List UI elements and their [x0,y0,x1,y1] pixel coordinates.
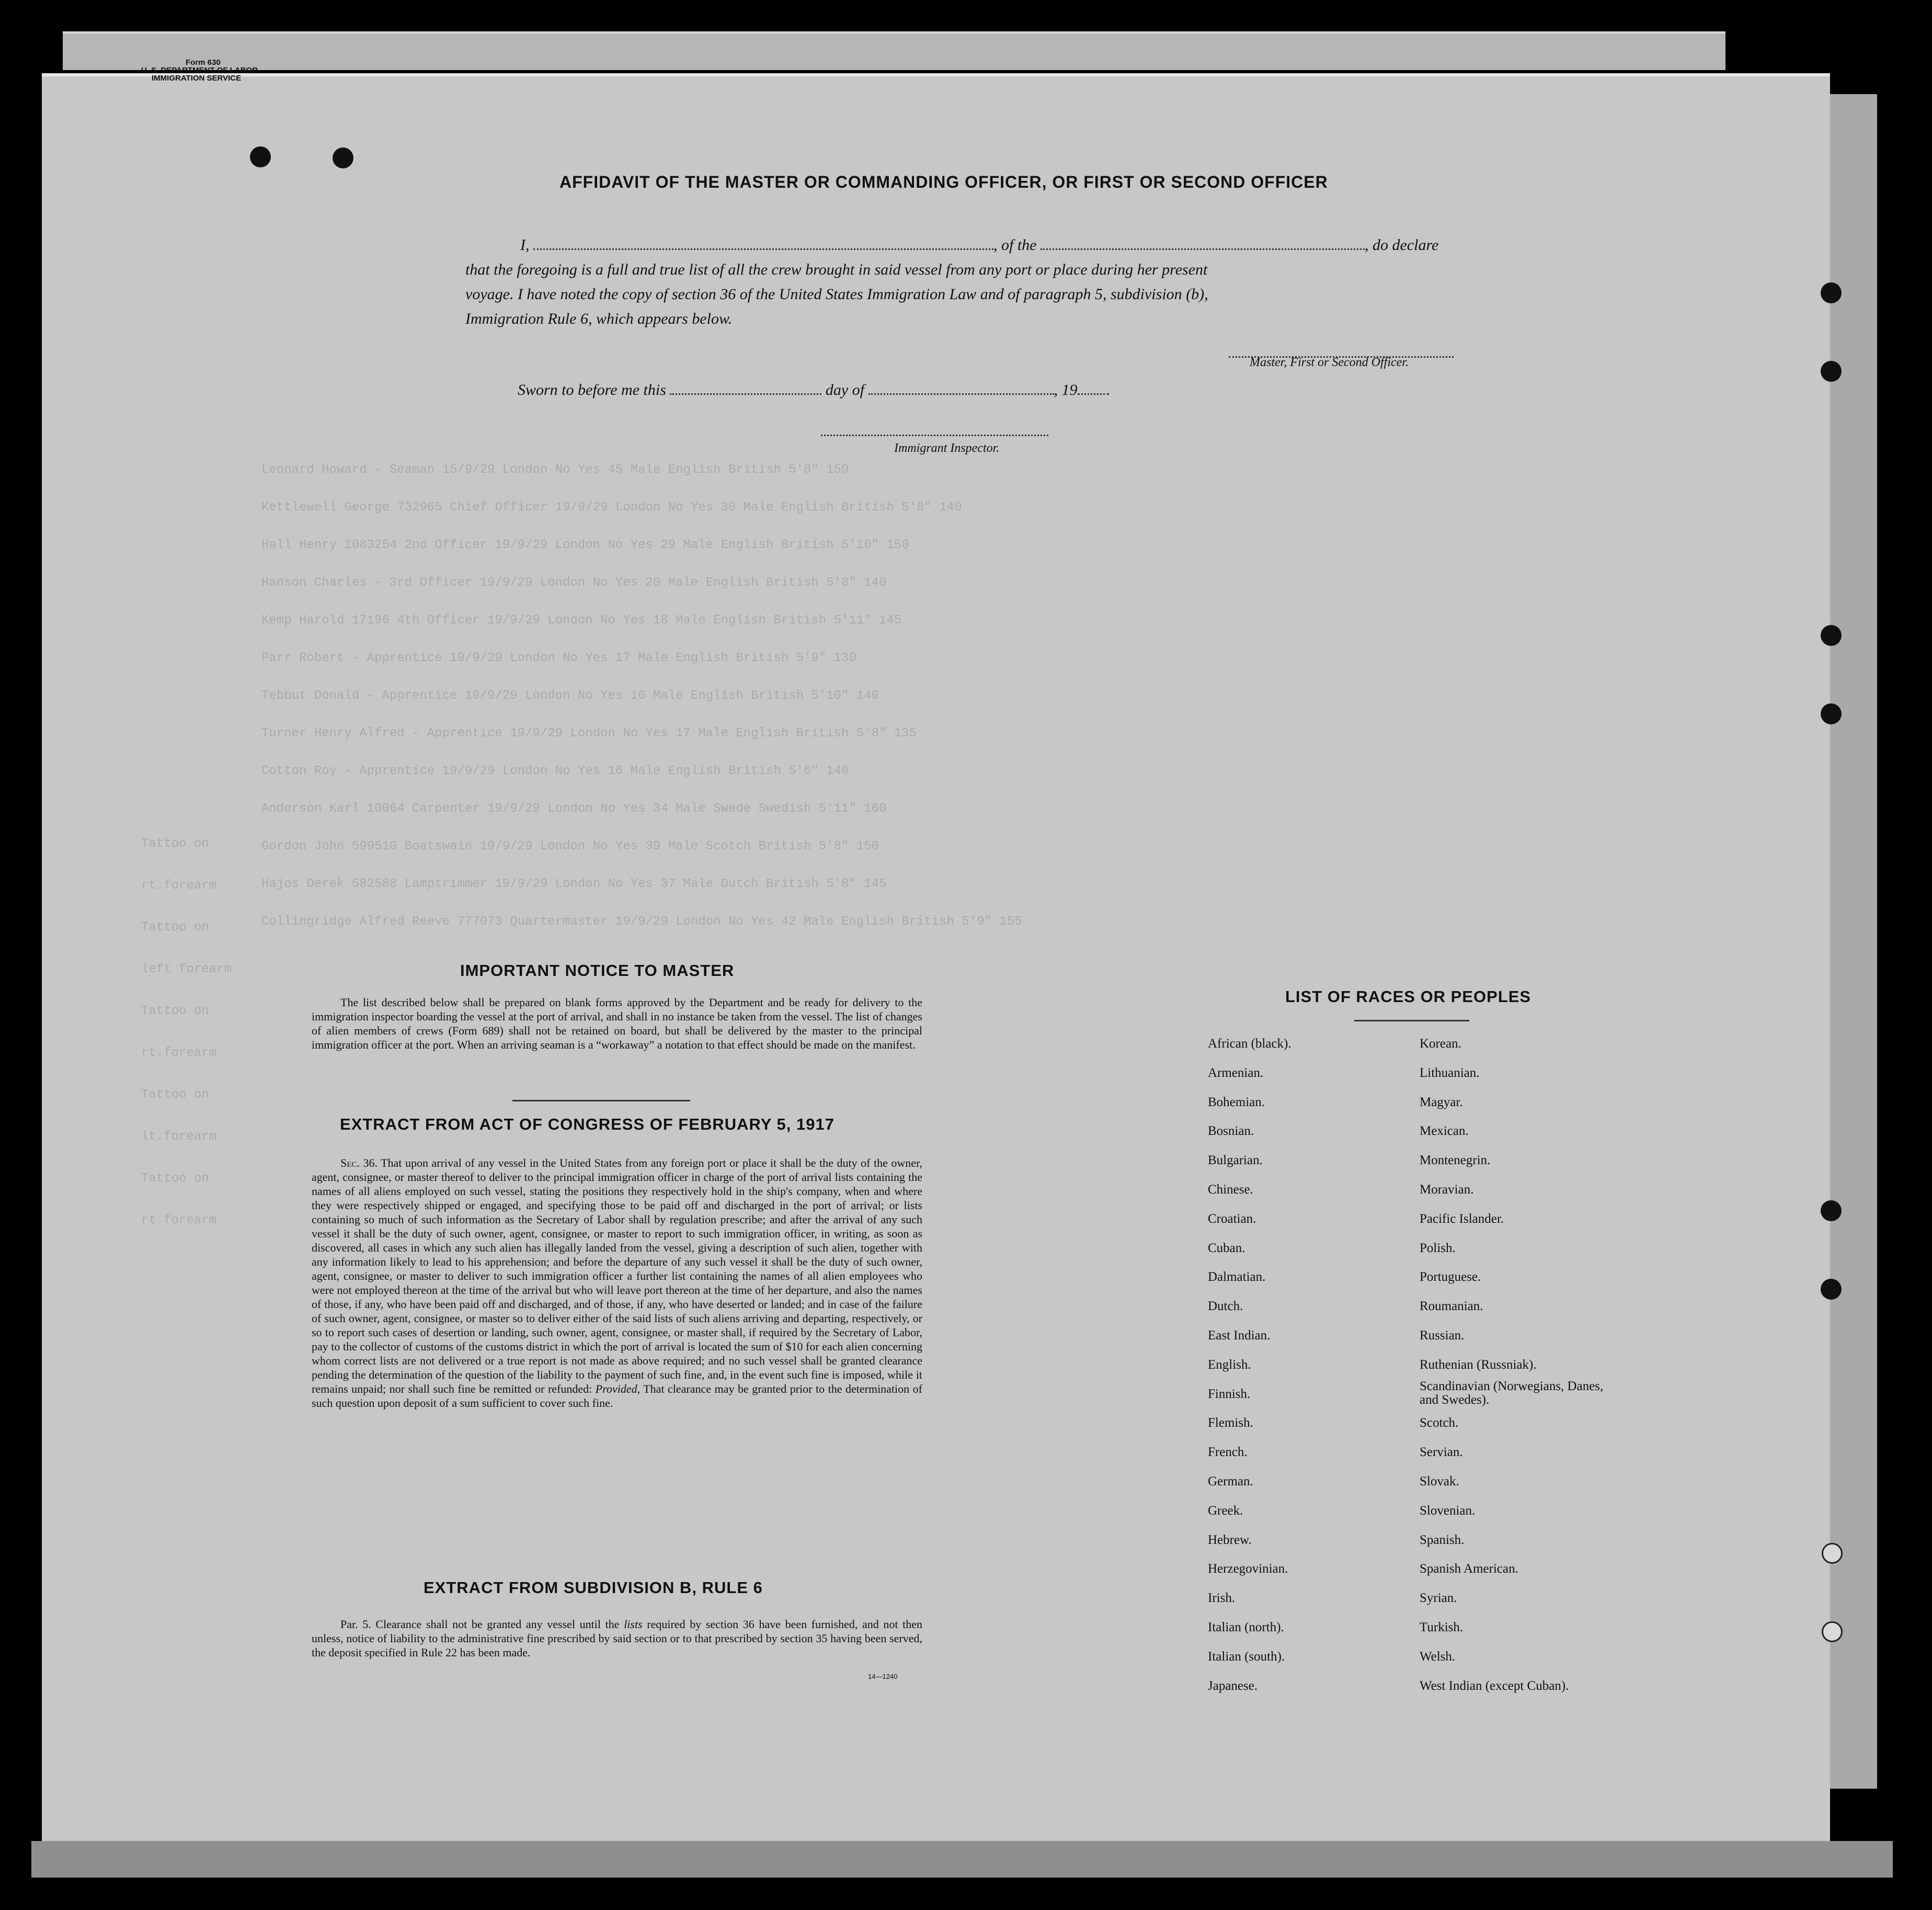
bleed-note: rt.forearm [141,1213,217,1227]
rule-extract-title: EXTRACT FROM SUBDIVISION B, RULE 6 [424,1578,763,1597]
bleed-note: Tattoo on [141,837,209,851]
race-item: Welsh. [1420,1649,1456,1664]
race-item: Servian. [1420,1445,1463,1460]
bleed-through-notes [141,837,246,1255]
race-item: Ruthenian (Russniak). [1420,1357,1537,1372]
signature-label: Master, First or Second Officer. [1250,356,1409,369]
proviso-word: Provided, [595,1382,641,1395]
bleed-row: Turner Henry Alfred - Apprentice 19/9/29 London No Yes 17 Male English British 5'8" 135 [261,726,917,741]
bleed-note: rt.forearm [141,1046,217,1060]
bleed-row: Hajos Derek 582588 Lamptrimmer 19/9/29 London No Yes 37 Male Dutch British 5'8" 145 [261,877,887,891]
sworn-line [518,378,1109,402]
race-item: Finnish. [1208,1386,1251,1401]
race-item: Flemish. [1208,1416,1253,1430]
race-item: French. [1208,1445,1248,1460]
race-item: German. [1208,1474,1253,1488]
race-item: Korean. [1420,1037,1461,1051]
punch-hole [333,147,353,168]
act-extract-text [312,1156,922,1410]
bleed-row: Cotton Roy - Apprentice 19/9/29 London No Yes 16 Male English British 5'6" 140 [261,764,849,778]
race-item: Greek. [1208,1503,1243,1518]
bleed-row: Collingridge Alfred Reeve 777073 Quartermaster 19/9/29 London No Yes 42 Male English British 5'9" 155 [261,915,1022,929]
race-item: African (black). [1208,1037,1291,1051]
day-blank[interactable] [670,383,821,395]
race-item: Armenian. [1208,1065,1264,1080]
race-item: West Indian (except Cuban). [1420,1678,1569,1693]
bleed-note: Tattoo on [141,1172,209,1186]
declaration-line [465,233,1490,257]
form-header [141,59,258,82]
punch-hole [1821,625,1842,646]
race-item: East Indian. [1208,1328,1271,1343]
race-item: Russian. [1420,1328,1465,1343]
race-item: Chinese. [1208,1182,1253,1197]
race-item: Japanese. [1208,1678,1258,1693]
rule-extract-text [312,1617,922,1659]
race-item: Slovak. [1420,1474,1459,1488]
race-item: Magyar. [1420,1095,1463,1109]
affidavit-title: AFFIDAVIT OF THE MASTER OR COMMANDING OFFICER, OR FIRST OR SECOND OFFICER [559,173,1328,191]
bleed-row: Kemp Harold 17196 4th Officer 19/9/29 London No Yes 18 Male English British 5'11" 145 [261,613,902,628]
race-item: Irish. [1208,1591,1236,1606]
race-item: Hebrew. [1208,1532,1252,1547]
punch-hole [1821,1200,1842,1221]
races-column-right [1420,1029,1608,1700]
declarant-prefix: I, [520,236,530,254]
proviso-text: That clearance may be granted prior to the determination of such question upon deposit of a sum sufficient to cover such fine. [312,1382,922,1409]
bleed-note: rt.forearm [141,879,217,893]
bleed-note: left forearm [141,962,232,976]
punch-hole [1821,1279,1842,1300]
bleed-row: Gordon John 599510 Boatswain 19/9/29 London No Yes 39 Male Scotch British 5'8" 150 [261,839,879,854]
race-item: Portuguese. [1420,1270,1481,1284]
bleed-row: Hall Henry 1083254 2nd Officer 19/9/29 London No Yes 29 Male English British 5'10" 150 [261,538,909,552]
affidavit-line: Immigration Rule 6, which appears below. [465,310,733,327]
section-text: That upon arrival of any vessel in the United States from any foreign port or place it shall be the duty of the owner, agent, consignee, or master thereof to deliver to the principal immigration officer in charge of the port of arrival lists containing the names of all aliens employed on such vessel, stating the positions they respectively hold in the ship's company, when and where they were respectively shipped or engaged, and specifying those to be paid off and discharged in the port of arrival; or lists containing so much of such information as the Secretary of Labor shall by regulation prescribe; and after the arrival of any such vessel it shall be the duty of such owner, agent, consignee, or master to report to such immigration officer, in writing, as soon as discovered, all cases in which any such alien has illegally landed from the vessel, giving a description of such alien, together with any information likely to lead to his apprehension; and before the departure of any such vessel it shall be the duty of such owner, agent, consignee, or master to deliver to such immigration officer a further list containing the names of all alien employees who were not employed thereon at the time of the arrival but who will leave port thereon at the time of her departure, and also the names of those, if any, who have been paid off and discharged, and of those, if any, who have deserted or landed; and in case of the failure of such owner, agent, consignee, or master so to deliver either of the said lists of such aliens arriving and departing, respectively, or so to report such cases of desertion or landing, such owner, agent, consignee, or master shall, if required by the Secretary of Labor, pay to the collector of customs of the customs district in which the port of arrival is located the sum of $10 for each alien concerning whom correct lists are not delivered or a true report is not made as above required; and no such vessel shall be granted clearance pending the determination of the question of the liability to the payment of such fine, and, in the event such fine is imposed, while it remains unpaid; nor shall such fine be remitted or refunded: [312,1156,922,1395]
punch-hole [1822,1543,1843,1564]
race-item: Herzegovinian. [1208,1562,1288,1576]
bleed-row: Anderson Karl 10064 Carpenter 19/9/29 London No Yes 34 Male Swede Swedish 5'11" 160 [261,802,887,816]
inspector-label: Immigrant Inspector. [894,441,1000,455]
bleed-note: Tattoo on [141,1004,209,1018]
vessel-name-blank[interactable] [1041,238,1365,250]
affidavit-line: voyage. I have noted the copy of section 36 of the United States Immigration Law and of paragraph 5, subdivision (b), [465,286,1208,303]
affidavit-body [465,233,1490,331]
bottom-sheet-edge [31,1841,1893,1878]
sworn-prefix: Sworn to before me this [518,381,666,399]
punch-hole [1821,361,1842,382]
rule-text-start: Par. 5. Clearance shall not be granted any vessel until the [340,1618,620,1631]
race-item: Spanish American. [1420,1562,1518,1576]
races-column-left [1208,1029,1291,1700]
race-item: Italian (south). [1208,1649,1285,1664]
rule-text-end: required by section 36 have been furnished, and not then unless, notice of liability to the administrative fine prescribed by said section or to that prescribed by section 35 having been served, the deposit specified in Rule 22 has been made. [312,1618,923,1659]
race-item: Polish. [1420,1241,1456,1255]
race-item: Dutch. [1208,1299,1243,1314]
declare-text: , do declare [1365,236,1439,254]
punch-hole [1822,1621,1843,1642]
rule-text-lists: lists [624,1618,643,1631]
race-item: Bosnian. [1208,1124,1254,1139]
race-item: Bohemian. [1208,1095,1265,1109]
form-number: Form 630 [186,58,221,67]
race-item: Moravian. [1420,1182,1474,1197]
punch-hole [250,146,271,167]
race-item: English. [1208,1357,1251,1372]
race-item: Mexican. [1420,1124,1469,1139]
race-item: Scotch. [1420,1416,1459,1430]
sworn-year: , 19 [1054,381,1078,399]
back-sheet-edge [63,31,1725,70]
notice-text: The list described below shall be prepared on blank forms approved by the Department and be ready for delivery to the immigration inspector boarding the vessel at the port of arrival, and shall in no instance be taken from the vessel. The list of changes of alien members of crews (Form 689) shall not be retained on board, but shall be delivered by the master to the principal immigration officer at the port. When an arriving seaman is a “workaway” a notation to that effect should be made on the manifest. [312,996,922,1051]
bleed-row: Parr Robert - Apprentice 19/9/29 London No Yes 17 Male English British 5'9" 130 [261,651,856,665]
print-code: 14—1240 [868,1673,898,1680]
bleed-note: Tattoo on [141,920,209,935]
bleed-row: Leonard Howard - Seaman 15/9/29 London No Yes 45 Male English British 5'8" 150 [261,463,849,477]
race-item: Lithuanian. [1420,1065,1480,1080]
affidavit-line: that the foregoing is a full and true list of all the crew brought in said vessel from any port or place during her present [465,261,1208,278]
race-item: Croatian. [1208,1211,1256,1226]
race-item: Montenegrin. [1420,1153,1491,1168]
punch-hole [1821,282,1842,303]
month-blank[interactable] [868,383,1054,395]
inspector-signature-blank[interactable] [821,431,1048,436]
sworn-day-of: day of [825,381,865,399]
race-item: Roumanian. [1420,1299,1483,1314]
punch-hole [1821,703,1842,724]
race-item: Syrian. [1420,1591,1457,1606]
section-label: Sec. 36. [340,1156,378,1169]
bleed-row: Tebbut Donald - Apprentice 19/9/29 London No Yes 16 Male English British 5'10" 140 [261,689,879,703]
race-item: Cuban. [1208,1241,1245,1255]
bleed-row: Kettlewell George 732965 Chief Officer 19/9/29 London No Yes 30 Male English British 5'8" 140 [261,501,962,515]
divider [1354,1020,1469,1021]
year-blank[interactable] [1078,383,1109,395]
officer-name-blank[interactable] [533,238,993,250]
race-item: Spanish. [1420,1532,1465,1547]
race-item: Bulgarian. [1208,1153,1263,1168]
race-item: Italian (north). [1208,1620,1284,1634]
bleed-note: lt.forearm [141,1130,217,1144]
race-item: Pacific Islander. [1420,1211,1504,1226]
declarant-of: , of the [993,236,1037,254]
service-name: IMMIGRATION SERVICE [152,74,242,83]
department-name: U. S. DEPARTMENT OF LABOR [141,66,258,75]
right-sheet-edge [1830,94,1877,1789]
bleed-note: Tattoo on [141,1088,209,1102]
race-item: Turkish. [1420,1620,1464,1634]
divider [512,1100,690,1101]
act-extract-title: EXTRACT FROM ACT OF CONGRESS OF FEBRUARY 5, 1917 [340,1115,834,1133]
notice-title: IMPORTANT NOTICE TO MASTER [460,961,735,980]
races-title: LIST OF RACES OR PEOPLES [1285,987,1531,1006]
bleed-row: Hanson Charles - 3rd Officer 19/9/29 London No Yes 20 Male English British 5'8" 140 [261,576,887,590]
race-item: Dalmatian. [1208,1270,1266,1284]
race-item: Slovenian. [1420,1503,1476,1518]
race-item: Scandinavian (Norwegians, Danes, and Swedes). [1420,1379,1604,1407]
